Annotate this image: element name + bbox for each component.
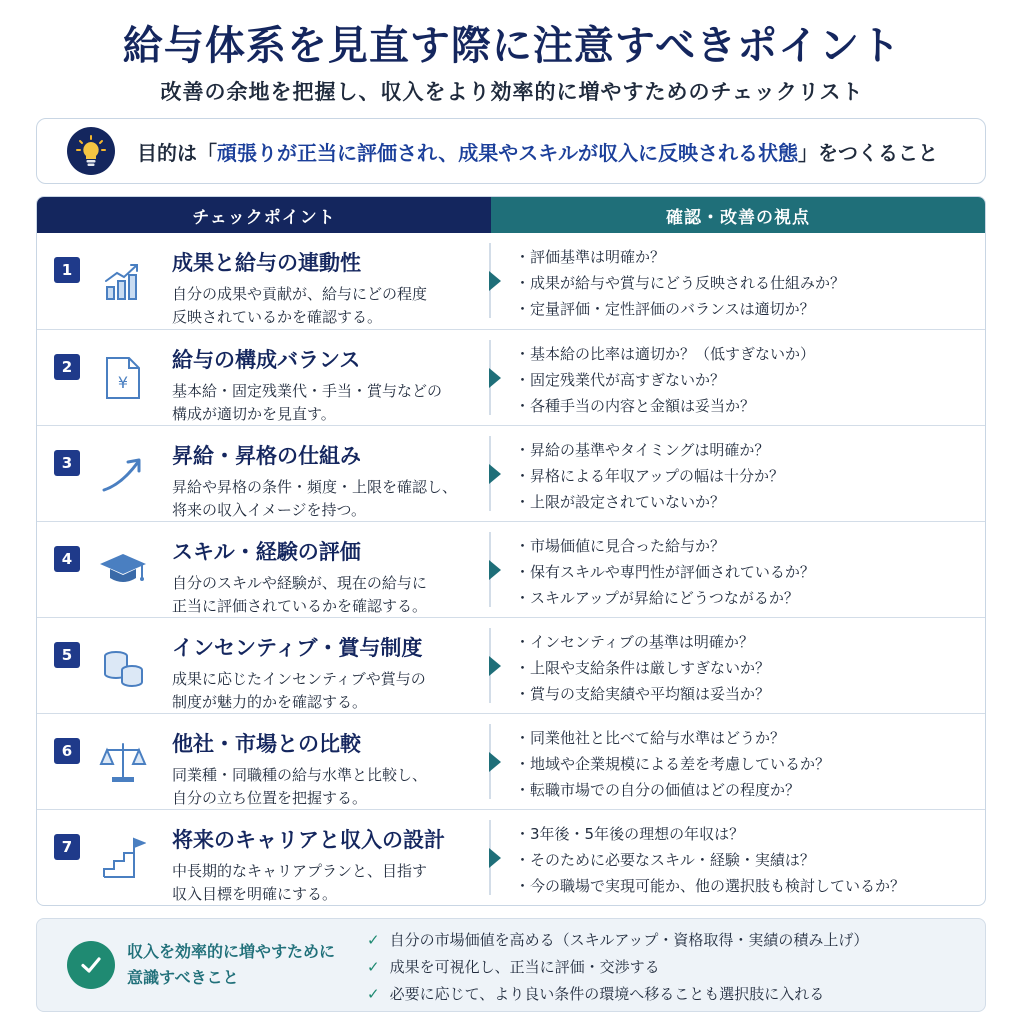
row-title: 成果と給与の連動性	[172, 251, 361, 275]
row-description: 同業種・同職種の給与水準と比較し、 自分の立ち位置を把握する。	[172, 766, 428, 807]
check-item: ・ 賞与の支給実績や平均額は妥当か？	[515, 681, 770, 707]
check-item: ・ スキルアップが昇給にどうつながるか？	[515, 585, 815, 611]
table-header	[37, 197, 985, 233]
row-number: 4	[54, 546, 80, 572]
check-list	[515, 437, 784, 515]
checklist-table	[36, 196, 986, 906]
header-review-perspective: 確認・改善の視点	[491, 197, 985, 233]
purpose-text: 目的は「頑張りが正当に評価され、成果やスキルが収入に反映される状態」をつくること	[137, 140, 938, 165]
arrow-right-icon	[489, 656, 501, 676]
check-icon: ✓	[367, 985, 380, 1003]
table-row	[37, 809, 985, 904]
graduation-cap-icon	[97, 544, 149, 596]
table-row	[37, 617, 985, 712]
upward-trend-arrow-icon	[97, 448, 149, 500]
check-item: ・ 上限が設定されていないか？	[515, 489, 784, 515]
row-number: 7	[54, 834, 80, 860]
check-item: ・ 上限や支給条件は厳しすぎないか？	[515, 655, 770, 681]
check-list	[515, 244, 845, 322]
check-list	[515, 725, 830, 803]
check-item: ・ 同業他社と比べて給与水準はどうか？	[515, 725, 830, 751]
row-description: 基本給・固定残業代・手当・賞与などの 構成が適切かを見直す。	[172, 382, 443, 423]
row-number: 3	[54, 450, 80, 476]
row-description: 自分のスキルや経験が、現在の給与に 正当に評価されているかを確認する。	[172, 574, 428, 615]
check-list	[515, 629, 770, 707]
row-title: スキル・経験の評価	[172, 540, 361, 564]
check-circle-icon	[67, 941, 115, 989]
check-item: ・ 市場価値に見合った給与か？	[515, 533, 815, 559]
check-item: ・ そのために必要なスキル・経験・実績は？	[515, 847, 905, 873]
check-item: ・ 3年後・5年後の理想の年収は？	[515, 821, 905, 847]
table-row	[37, 233, 985, 328]
bar-chart-growth-icon	[97, 255, 149, 307]
arrow-right-icon	[489, 848, 501, 868]
check-list	[515, 533, 815, 611]
check-item: ・ 定量評価・定性評価のバランスは適切か？	[515, 296, 845, 322]
row-number: 6	[54, 738, 80, 764]
check-item: ・ 各種手当の内容と金額は妥当か？	[515, 393, 815, 419]
row-description: 自分の成果や貢献が、給与にどの程度 反映されているかを確認する。	[172, 285, 428, 326]
row-title: 給与の構成バランス	[172, 348, 361, 372]
row-title: 昇給・昇格の仕組み	[172, 444, 361, 468]
check-item: ・ インセンティブの基準は明確か？	[515, 629, 770, 655]
check-item: ・ 地域や企業規模による差を考慮しているか？	[515, 751, 830, 777]
summary-item: ✓ 自分の市場価値を高める（スキルアップ・資格取得・実績の積み上げ）	[367, 927, 868, 954]
purpose-box	[36, 118, 986, 184]
check-item: ・ 昇給の基準やタイミングは明確か？	[515, 437, 784, 463]
summary-item: ✓ 成果を可視化し、正当に評価・交渉する	[367, 954, 868, 981]
arrow-right-icon	[489, 271, 501, 291]
svg-text:¥: ¥	[117, 373, 129, 392]
check-item: ・ 保有スキルや専門性が評価されているか？	[515, 559, 815, 585]
arrow-right-icon	[489, 368, 501, 388]
row-number: 5	[54, 642, 80, 668]
table-row	[37, 425, 985, 520]
row-description: 成果に応じたインセンティブや賞与の 制度が魅力的かを確認する。	[172, 670, 426, 711]
row-description: 中長期的なキャリアプランと、目指す 収入目標を明確にする。	[172, 862, 428, 903]
summary-item: ✓ 必要に応じて、より良い条件の環境へ移ることも選択肢に入れる	[367, 981, 868, 1008]
row-number: 2	[54, 354, 80, 380]
yen-document-icon	[97, 352, 149, 404]
row-title: インセンティブ・賞与制度	[172, 636, 423, 660]
check-icon: ✓	[367, 958, 380, 976]
check-item: ・ 基本給の比率は適切か？（低すぎないか）	[515, 341, 815, 367]
table-row	[37, 329, 985, 424]
summary-list	[367, 927, 868, 1008]
lightbulb-icon	[67, 127, 115, 175]
check-item: ・ 評価基準は明確か？	[515, 244, 845, 270]
check-list	[515, 821, 905, 899]
check-item: ・ 今の職場で実現可能か、他の選択肢も検討しているか？	[515, 873, 905, 899]
table-row	[37, 521, 985, 616]
table-row	[37, 713, 985, 808]
arrow-right-icon	[489, 752, 501, 772]
row-title: 将来のキャリアと収入の設計	[172, 828, 445, 852]
check-item: ・ 成果が給与や賞与にどう反映される仕組みか？	[515, 270, 845, 296]
check-item: ・ 昇格による年収アップの幅は十分か？	[515, 463, 784, 489]
page-title: 給与体系を見直す際に注意すべきポイント	[122, 23, 902, 69]
purpose-highlight: 頑張りが正当に評価され、成果やスキルが収入に反映される状態	[217, 140, 798, 165]
row-description: 昇給や昇格の条件・頻度・上限を確認し、 将来の収入イメージを持つ。	[172, 478, 458, 519]
stairs-flag-icon	[97, 832, 149, 884]
page-subtitle: 改善の余地を把握し、収入をより効率的に増やすためのチェックリスト	[160, 80, 864, 104]
row-title: 他社・市場との比較	[172, 732, 361, 756]
arrow-right-icon	[489, 464, 501, 484]
header-checkpoint: チェックポイント	[37, 197, 491, 233]
row-number: 1	[54, 257, 80, 283]
balance-scale-icon	[97, 736, 149, 788]
arrow-right-icon	[489, 560, 501, 580]
check-item: ・ 転職市場での自分の価値はどの程度か？	[515, 777, 830, 803]
check-icon: ✓	[367, 931, 380, 949]
check-list	[515, 341, 815, 419]
summary-box	[36, 918, 986, 1012]
summary-label: 収入を効率的に増やすために 意識すべきこと	[127, 942, 336, 987]
check-item: ・ 固定残業代が高すぎないか？	[515, 367, 815, 393]
coin-stack-icon	[97, 640, 149, 692]
